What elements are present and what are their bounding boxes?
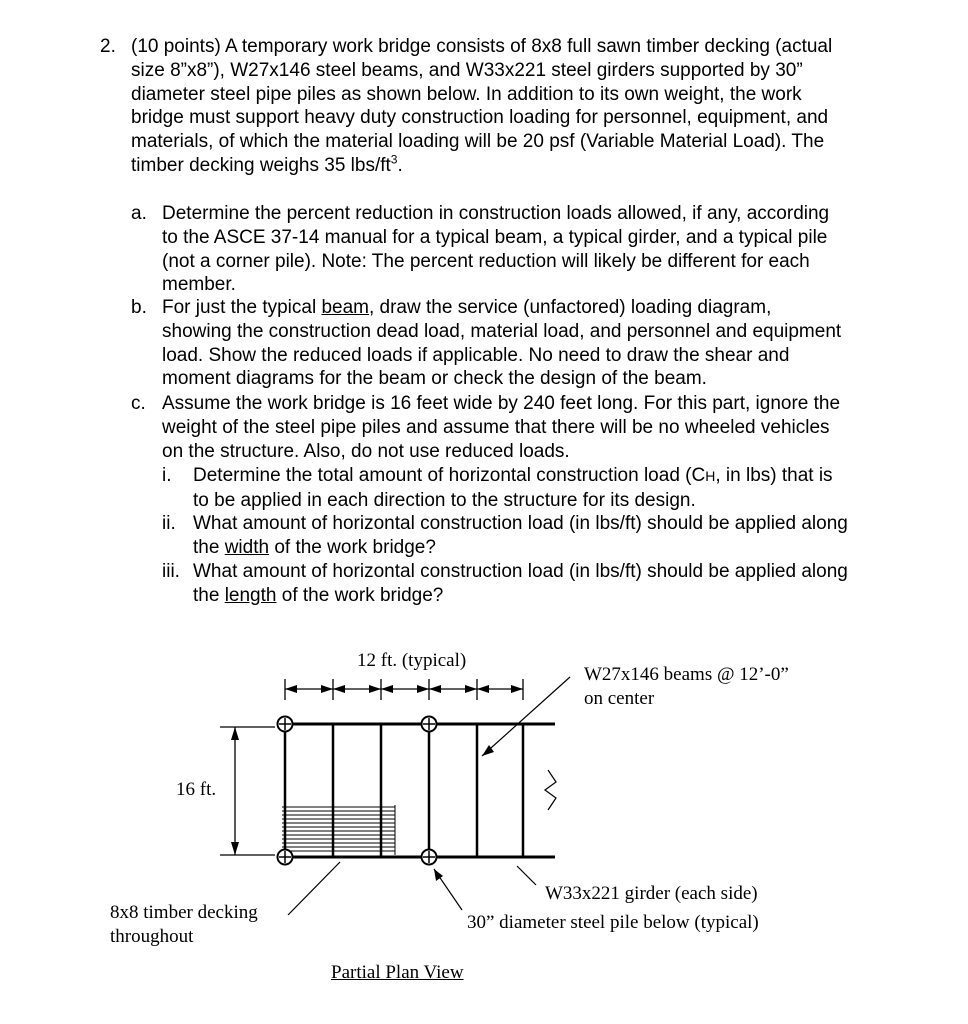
part-ci-line-2: to be applied in each direction to the structure for its design.	[193, 489, 696, 511]
part-a-marker: a.	[131, 203, 147, 224]
arrowhead	[429, 685, 441, 693]
piles	[278, 717, 437, 865]
beams-label-line-2: on center	[584, 688, 655, 709]
part-a-line: Determine the percent reduction in construction loads allowed, if any, according	[162, 203, 830, 224]
arrowhead	[465, 685, 477, 693]
part-b-line: load. Show the reduced loads if applicable. No need to draw the shear and	[162, 344, 790, 366]
part-ciii-post: of the work bridge?	[276, 584, 444, 606]
arrowhead	[231, 727, 239, 740]
part-c-line: Assume the work bridge is 16 feet wide by 240 feet long. For this part, ignore the	[162, 393, 841, 414]
part-b-line: moment diagrams for the beam or check the design of the beam.	[162, 368, 707, 390]
beams	[285, 724, 523, 857]
beam-underlined: beam	[321, 297, 369, 318]
part-ciii-marker: iii.	[162, 561, 180, 582]
part-ciii-pre: the	[193, 584, 225, 606]
part-c-line: weight of the steel pipe piles and assume that there will be no wheeled vehicles	[162, 416, 830, 438]
girder-leader	[517, 866, 536, 885]
part-c-marker: c.	[131, 393, 146, 414]
part-c-line: on the structure. Also, do not use reduced loads.	[162, 440, 570, 462]
width-label: 16 ft.	[176, 779, 217, 800]
part-a-line: member.	[162, 274, 236, 296]
part-b-marker: b.	[131, 297, 147, 318]
part-a-line: to the ASCE 37-14 manual for a typical beam, a typical girder, and a typical pile	[162, 226, 828, 248]
decking-leader	[288, 862, 340, 915]
part-cii-marker: ii.	[162, 513, 176, 534]
decking-label-line-2: throughout	[110, 926, 194, 947]
arrowhead	[369, 685, 381, 693]
timber-decking-hatch	[282, 805, 395, 855]
beams-label-line-1: W27x146 beams @ 12’-0”	[584, 664, 789, 685]
arrowhead	[321, 685, 333, 693]
cubic-superscript: 3	[390, 152, 398, 167]
arrowhead	[231, 842, 239, 855]
arrowhead	[417, 685, 429, 693]
arrowhead	[381, 685, 393, 693]
figure-caption: Partial Plan View	[331, 962, 464, 983]
problem-number: 2.	[100, 36, 116, 57]
width-underlined: width	[224, 536, 270, 558]
part-cii-pre: the	[193, 536, 225, 558]
decking-label-line-1: 8x8 timber decking	[110, 902, 258, 923]
arrowhead	[511, 685, 523, 693]
part-ci-pre: Determine the total amount of horizontal construction load (C	[193, 465, 706, 486]
pile-crosshairs	[279, 718, 435, 863]
part-b-line: showing the construction dead load, material load, and personnel and equipment	[162, 320, 842, 342]
part-cii-line-1: What amount of horizontal construction load (in lbs/ft) should be applied along	[193, 513, 848, 534]
subscript-h: H	[705, 468, 716, 484]
pile-label: 30” diameter steel pile below (typical)	[467, 912, 759, 933]
leader-arrowheads	[434, 745, 494, 881]
period: .	[397, 154, 403, 176]
part-b-post: , draw the service (unfactored) loading diagram,	[368, 297, 772, 318]
part-a-line: (not a corner pile). Note: The percent reduction will likely be different for each	[162, 250, 810, 272]
part-ci-post: , in lbs) that is	[715, 465, 833, 486]
part-ci-marker: i.	[162, 465, 172, 486]
part-ciii-line-1: What amount of horizontal construction load (in lbs/ft) should be applied along	[193, 561, 848, 582]
girder-label: W33x221 girder (each side)	[545, 883, 758, 904]
break-line-icon	[545, 770, 556, 810]
part-cii-post: of the work bridge?	[269, 536, 436, 558]
arrowhead	[333, 685, 345, 693]
problem-line: materials, of which the material loading will be 20 psf (Variable Material Load). The	[131, 131, 825, 153]
problem-line: diameter steel pipe piles as shown below. In addition to its own weight, the work	[131, 83, 802, 105]
part-b-pre: For just the typical	[162, 297, 322, 318]
problem-line: bridge must support heavy duty construction loading for personnel, equipment, and	[131, 107, 829, 129]
arrowhead	[477, 685, 489, 693]
problem-line: size 8”x8”), W27x146 steel beams, and W33x221 steel girders supported by 30”	[131, 59, 803, 81]
problem-line: (10 points) A temporary work bridge consists of 8x8 full sawn timber decking (actual	[131, 36, 833, 57]
length-underlined: length	[224, 584, 277, 606]
width-dimension	[220, 727, 275, 855]
problem-line-text: timber decking weighs 35 lbs/ft	[131, 154, 391, 176]
spacing-label: 12 ft. (typical)	[357, 650, 467, 671]
arrowhead	[285, 685, 297, 693]
